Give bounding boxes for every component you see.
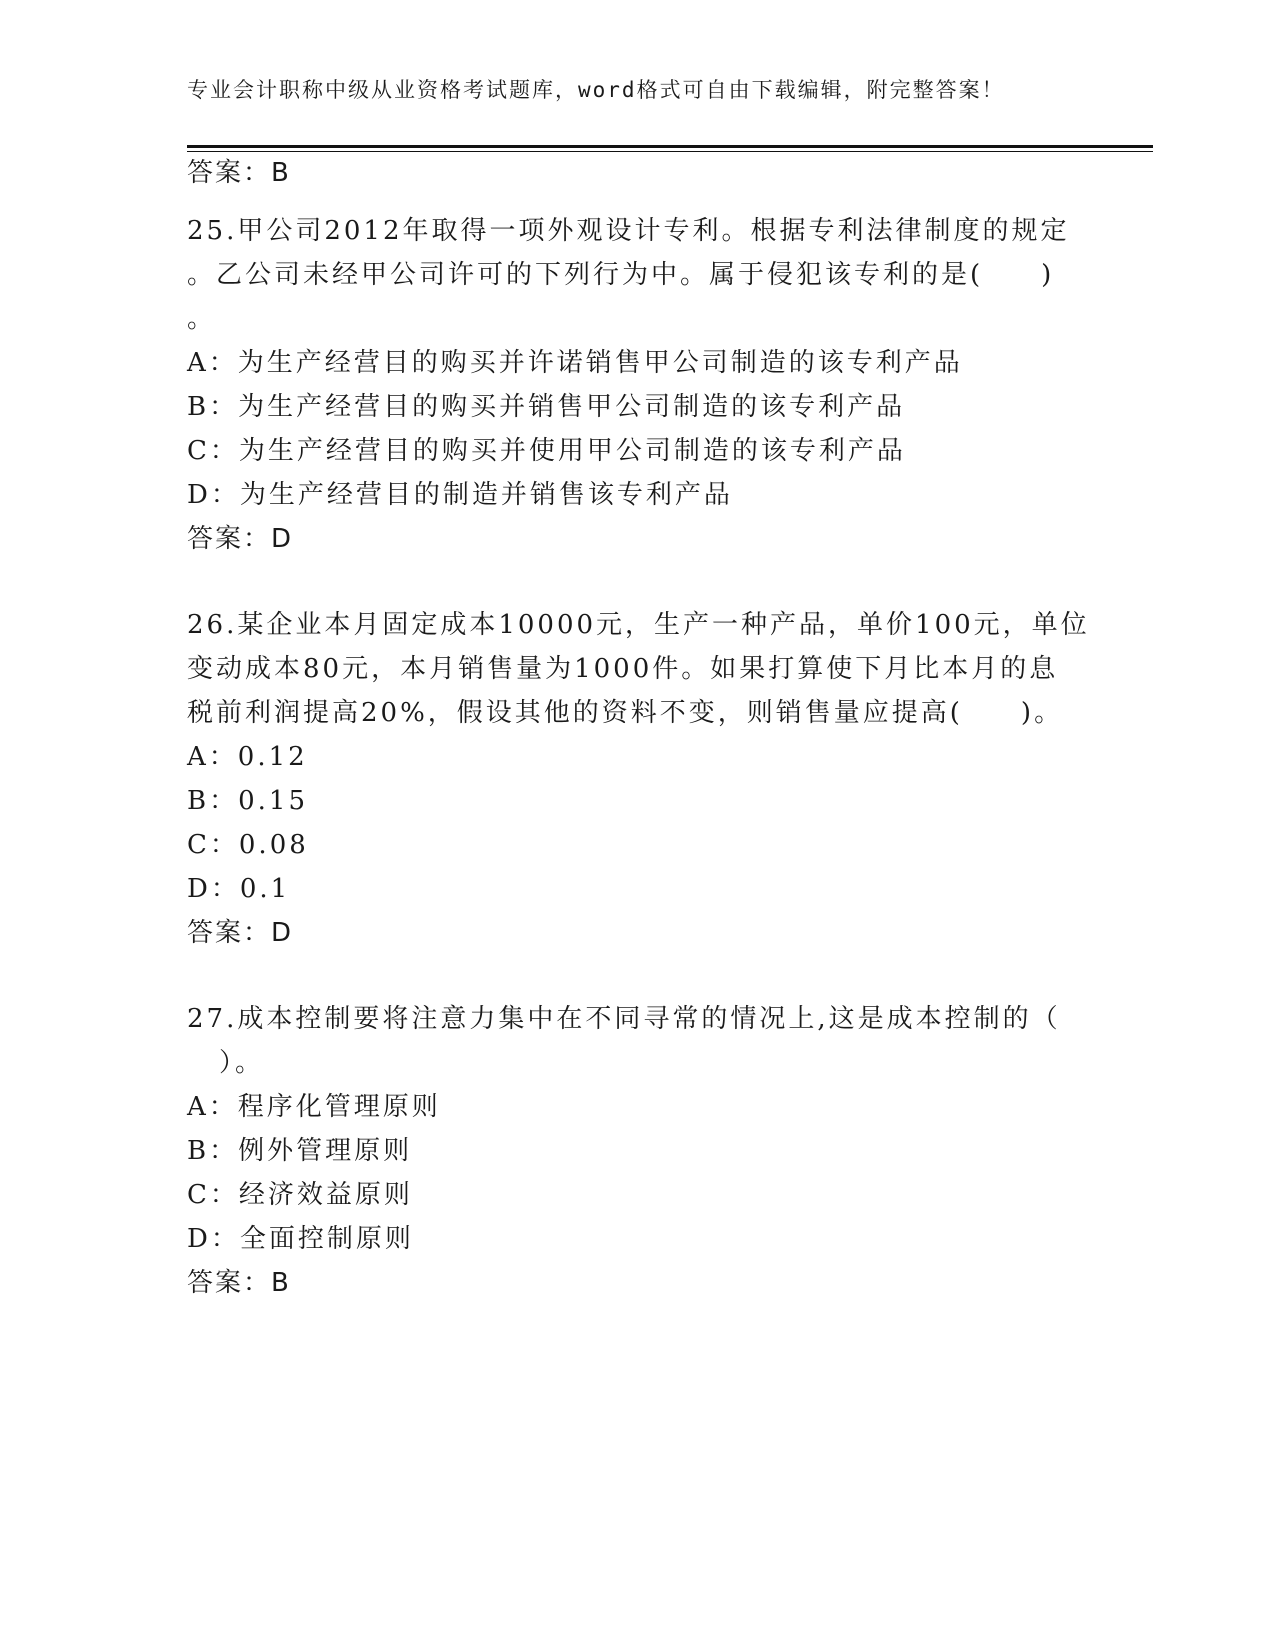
question-26-stem-line-1: 26.某企业本月固定成本10000元，生产一种产品，单价100元，单位 <box>187 610 1090 640</box>
question-25-answer: 答案：D <box>187 524 294 554</box>
question-27-answer: 答案：B <box>187 1268 291 1298</box>
question-27-stem-line-1: 27.成本控制要将注意力集中在不同寻常的情况上,这是成本控制的（ <box>187 1004 1061 1034</box>
question-25-stem-line-1: 25.甲公司2012年取得一项外观设计专利。根据专利法律制度的规定 <box>187 216 1070 246</box>
question-26-option-d: D：0.1 <box>187 874 291 904</box>
question-27-option-c: C：经济效益原则 <box>187 1180 413 1210</box>
page-header: 专业会计职称中级从业资格考试题库，word格式可自由下载编辑，附完整答案！ <box>187 78 1005 102</box>
question-25-option-b: B：为生产经营目的购买并销售甲公司制造的该专利产品 <box>187 392 906 422</box>
question-25-option-d: D：为生产经营目的制造并销售该专利产品 <box>187 480 733 510</box>
question-27-option-a: A：程序化管理原则 <box>187 1092 441 1122</box>
question-26-stem-line-3: 税前利润提高20%，假设其他的资料不变，则销售量应提高( )。 <box>187 698 1064 728</box>
question-25-option-a: A：为生产经营目的购买并许诺销售甲公司制造的该专利产品 <box>187 348 963 378</box>
question-27-stem-line-2: ）。 <box>219 1048 265 1078</box>
question-27-option-d: D：全面控制原则 <box>187 1224 414 1254</box>
question-26-option-a: A：0.12 <box>187 742 308 772</box>
header-divider-thin <box>187 151 1153 152</box>
question-26-stem-line-2: 变动成本80元，本月销售量为1000件。如果打算使下月比本月的息 <box>187 654 1059 684</box>
question-25-stem-line-3: 。 <box>187 304 217 334</box>
previous-answer: 答案：B <box>187 158 291 188</box>
question-26-option-c: C：0.08 <box>187 830 309 860</box>
question-25-stem-line-2: 。乙公司未经甲公司许可的下列行为中。属于侵犯该专利的是( ) <box>187 260 1055 290</box>
question-26-option-b: B：0.15 <box>187 786 308 816</box>
question-26-answer: 答案：D <box>187 918 294 948</box>
question-25-option-c: C：为生产经营目的购买并使用甲公司制造的该专利产品 <box>187 436 906 466</box>
question-27-option-b: B：例外管理原则 <box>187 1136 413 1166</box>
header-divider <box>187 145 1153 148</box>
